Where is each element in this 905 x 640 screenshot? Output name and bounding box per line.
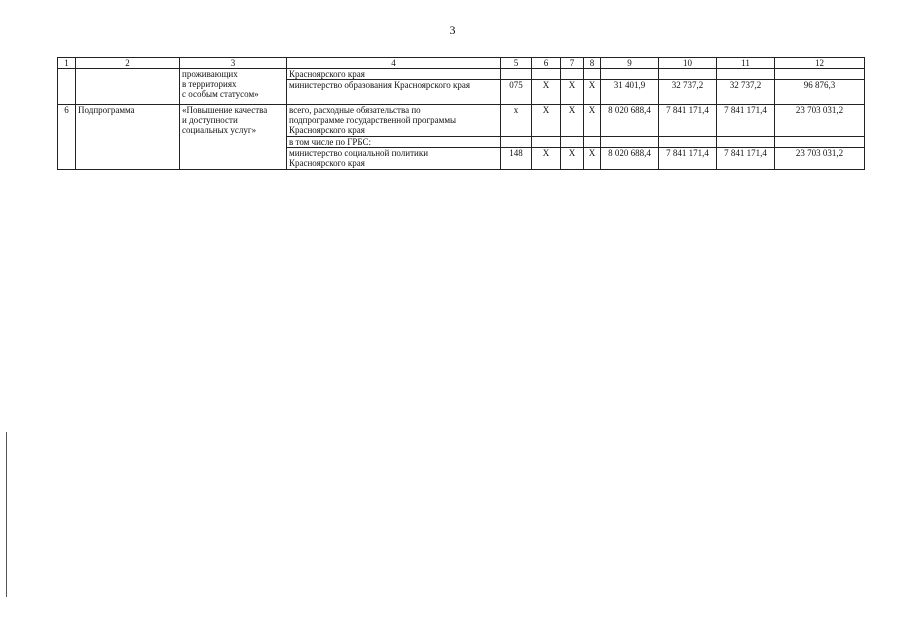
cell-empty [717,69,775,80]
cell-amount: 7 841 171,4 [717,148,775,170]
cell-x: X [532,105,561,137]
cell-amount: 32 737,2 [717,80,775,105]
cell-amount: 8 020 688,4 [601,148,659,170]
cell-empty [501,69,532,80]
cell-x: X [584,80,601,105]
cell-amount: 7 841 171,4 [717,105,775,137]
cell-code: 075 [501,80,532,105]
text-line: Красноярского края [289,125,365,135]
column-number: 9 [601,58,659,69]
column-number: 7 [561,58,584,69]
text-line: подпрограмме государственной программы [289,115,457,125]
cell-empty [717,137,775,148]
cell-x: X [584,148,601,170]
cell-empty [58,69,76,105]
cell-empty [775,137,865,148]
column-number: 10 [659,58,717,69]
cell-x: X [561,105,584,137]
cell-x: X [532,80,561,105]
cell-amount: 7 841 171,4 [659,105,717,137]
cell-empty [561,137,584,148]
cell-empty [584,69,601,80]
cell-empty [532,69,561,80]
column-number: 1 [58,58,76,69]
text-line: проживающих [182,69,238,79]
cell-empty [775,69,865,80]
cell-status: Подпрограмма [76,105,180,170]
cell-grbs [287,148,501,170]
cell-empty [659,137,717,148]
cell-empty [601,137,659,148]
column-number: 11 [717,58,775,69]
cell-x: X [532,148,561,170]
column-number-row [58,58,865,69]
text-line: социальных услуг» [182,125,257,135]
text-line: «Повышение качества [182,105,268,115]
cell-x: X [561,80,584,105]
column-number: 8 [584,58,601,69]
cell-empty [584,137,601,148]
page-number: 3 [449,23,456,37]
cell-grbs: Красноярского края [287,69,501,80]
cell-code: х [501,105,532,137]
cell-amount: 7 841 171,4 [659,148,717,170]
scan-edge-line [6,432,7,597]
budget-table [57,57,865,170]
cell-code: 148 [501,148,532,170]
cell-amount: 31 401,9 [601,80,659,105]
cell-empty [532,137,561,148]
cell-empty [561,69,584,80]
column-number: 2 [76,58,180,69]
cell-empty [601,69,659,80]
cell-amount: 23 703 031,2 [775,105,865,137]
column-number: 5 [501,58,532,69]
column-number: 6 [532,58,561,69]
text-line: Красноярского края [289,158,365,168]
column-number: 3 [180,58,287,69]
cell-amount: 32 737,2 [659,80,717,105]
text-line: и доступности [182,115,238,125]
cell-program-name [180,69,287,105]
table-row [58,69,865,80]
cell-grbs [287,105,501,137]
column-number: 4 [287,58,501,69]
cell-grbs: в том числе по ГРБС: [287,137,501,148]
text-line: министерство социальной политики [289,148,429,158]
cell-empty [76,69,180,105]
cell-empty [501,137,532,148]
text-line: всего, расходные обязательства по [289,105,421,115]
text-line: в территориях [182,79,237,89]
cell-amount: 23 703 031,2 [775,148,865,170]
cell-x: X [584,105,601,137]
cell-empty [659,69,717,80]
cell-row-number: 6 [58,105,76,170]
text-line: с особым статусом» [182,89,259,99]
cell-amount: 8 020 688,4 [601,105,659,137]
cell-x: X [561,148,584,170]
cell-program-name [180,105,287,170]
table-row [58,105,865,137]
cell-amount: 96 876,3 [775,80,865,105]
cell-grbs: министерство образования Красноярского края [287,80,501,105]
column-number: 12 [775,58,865,69]
